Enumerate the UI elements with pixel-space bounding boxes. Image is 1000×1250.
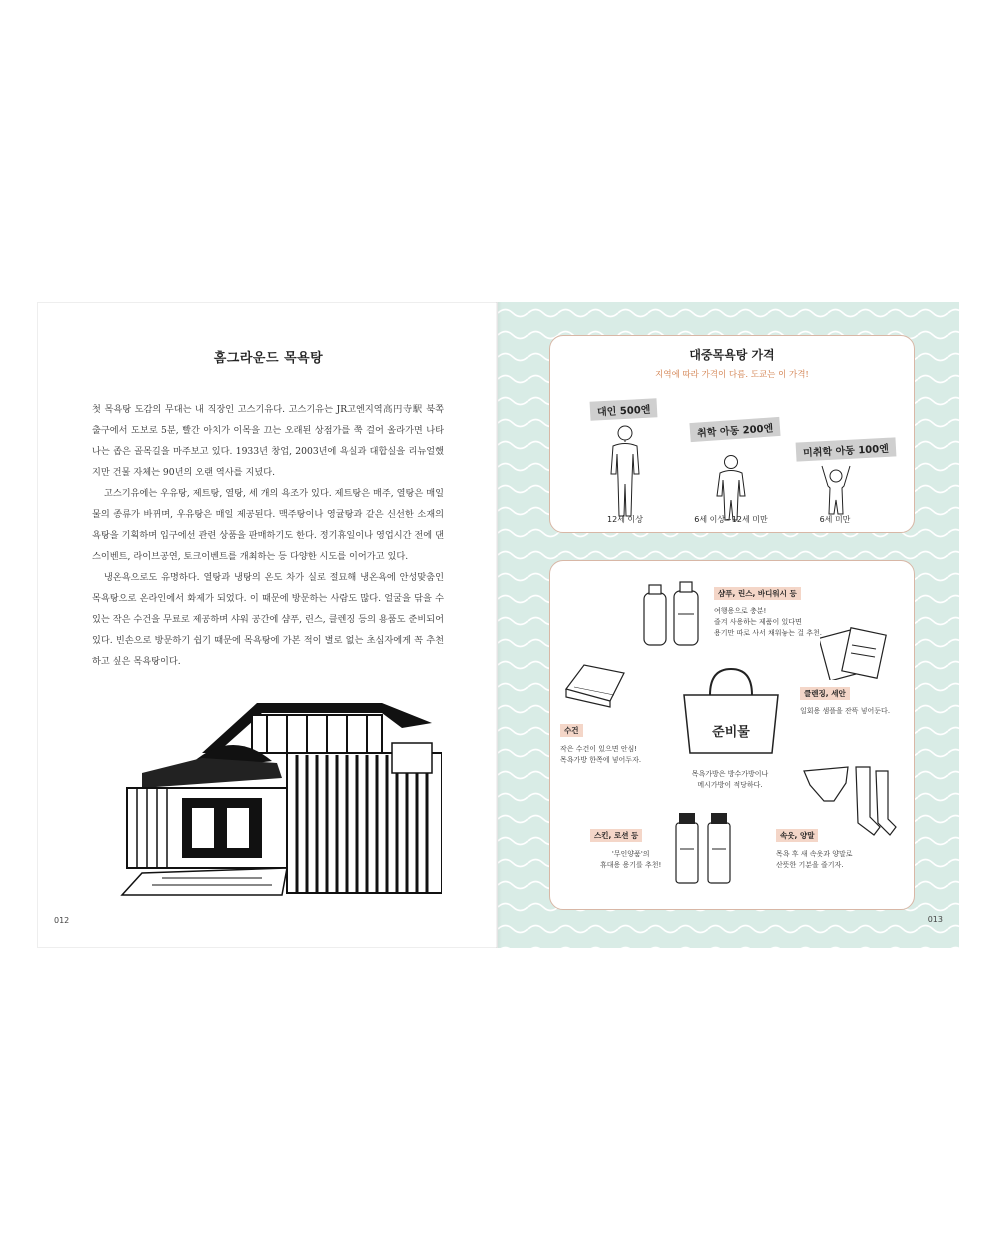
child-figure xyxy=(713,454,749,522)
price-tag-school-child: 취학 아동 200엔 xyxy=(689,417,780,442)
adult-figure xyxy=(605,424,645,519)
paragraph-3: 냉온욕으로도 유명하다. 열탕과 냉탕의 온도 차가 실로 절묘해 냉온욕에 안성맞춤인 목욕탕으로 온라인에서 화제가 되었다. 이 때문에 방문하는 사람도 많다. 얼굴을 닦을 수 있는 작은 수건을 무료로 제공하며 샤워 공간에 샴푸, 린스, 클렌징 등의 용품도 준비되어 있다. 빈손으로 방문하기 쉽기 때문에 목욕탕에 가본 적이 별로 없는 초심자에게 꼭 추천하고 싶은 목욕탕이다. xyxy=(92,572,444,667)
book-spread xyxy=(37,302,959,948)
left-page xyxy=(37,302,498,948)
desc-lotion: '무인양품'의 휴대용 용기를 추천! xyxy=(600,850,662,869)
price-card-subtitle: 지역에 따라 가격이 다름. 도쿄는 이 가격! xyxy=(655,370,809,380)
label-lotion: 스킨, 로션 등 xyxy=(590,829,642,842)
preparation-card xyxy=(549,560,915,910)
age-preschool-child: 6세 미만 xyxy=(819,515,851,524)
price-card-title: 대중목욕탕 가격 xyxy=(689,348,775,362)
price-tag-adult: 대인 500엔 xyxy=(590,398,658,420)
desc-towel: 작은 수건이 있으면 안심! 목욕가방 한쪽에 넣어두자. xyxy=(560,745,642,764)
toddler-figure xyxy=(818,464,854,516)
page-number: 012 xyxy=(54,916,70,925)
page-number: 013 xyxy=(927,915,943,924)
book-gutter xyxy=(496,302,502,948)
label-towel: 수건 xyxy=(560,724,583,737)
bathhouse-sketch xyxy=(82,683,442,897)
label-shampoo: 샴푸, 린스, 바디워시 등 xyxy=(714,587,801,600)
age-adult: 12세 이상 xyxy=(607,515,643,524)
price-card xyxy=(549,335,915,533)
shampoo-bottles-icon xyxy=(638,579,708,649)
body-text xyxy=(92,399,444,672)
towel-icon xyxy=(560,659,630,709)
paragraph-2: 고스기유에는 우유탕, 제트탕, 열탕, 세 개의 욕조가 있다. 제트탕은 매주, 열탕은 매일 물의 종류가 바뀌며, 우유탕은 매일 제공된다. 맥주탕이나 영귤탕과 같은 신선한 소재의 욕탕을 기획하며 입구에선 관련 상품을 판매하기도 한다. 정기휴일이나 영업시간 전에 댄스이벤트, 라이브공연, 토크이벤트를 개최하는 등 다양한 시도를 이어가고 있다. xyxy=(92,488,444,562)
right-page xyxy=(498,302,959,948)
cleansing-sachets-icon xyxy=(820,625,890,680)
page-title: 홈그라운드 목욕탕 xyxy=(213,351,324,366)
age-school-child: 6세 이상~12세 미만 xyxy=(694,515,768,524)
desc-underwear: 목욕 후 새 속옷과 양말로 산뜻한 기분을 즐기자. xyxy=(776,850,853,869)
bath-bag-icon xyxy=(676,665,786,757)
label-underwear: 속옷, 양말 xyxy=(776,829,818,842)
desc-shampoo: 여행용으로 충분! 즐겨 사용하는 제품이 있다면 용기만 따로 사서 채워놓는 걸 추천. xyxy=(714,607,823,637)
price-tag-preschool-child: 미취학 아동 100엔 xyxy=(796,437,897,461)
paragraph-1: 첫 목욕탕 도감의 무대는 내 직장인 고스기유다. 고스기유는 JR고엔지역高円寺駅 북쪽 출구에서 도보로 5분, 빨간 아치가 이목을 끄는 오래된 상점가를 쭉 걸어 올라가면 나타나는 좁은 골목길을 마주보고 있다. 1933년 창업, 2003년에 욕실과 대합실을 리뉴얼했지만 건물 자체는 90년의 오랜 역사를 지녔다. xyxy=(92,404,444,478)
bag-desc: 목욕가방은 방수가방이나 메시가방이 적당하다. xyxy=(691,770,769,789)
label-cleansing: 클렌징, 세안 xyxy=(800,687,850,700)
desc-cleansing: 일회용 샘플을 잔뜩 넣어둔다. xyxy=(800,707,891,715)
bag-label: 준비물 xyxy=(712,725,750,740)
lotion-bottles-icon xyxy=(672,809,738,887)
